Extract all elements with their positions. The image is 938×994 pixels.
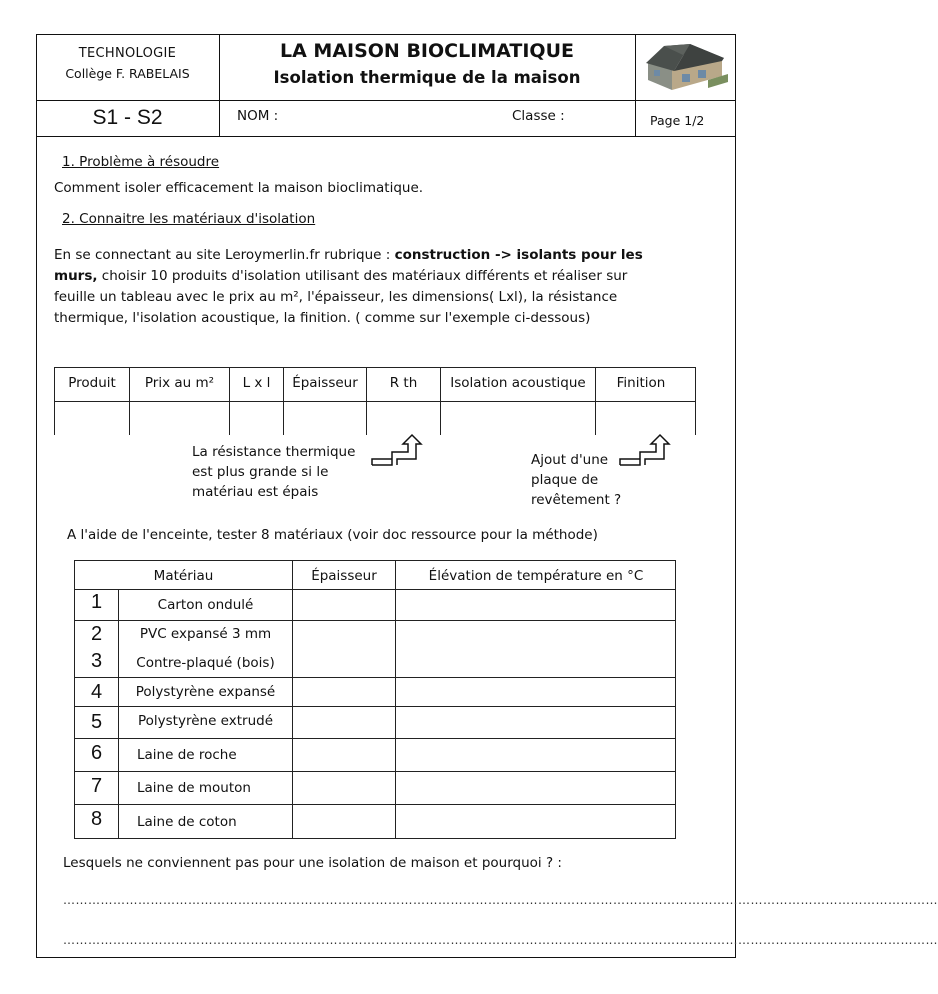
row-material: Carton ondulé [157, 597, 254, 613]
row-material: Polystyrène extrudé [137, 713, 274, 729]
header-divider [36, 100, 736, 101]
row-material: Contre-plaqué (bois) [136, 655, 275, 671]
row-number: 6 [90, 742, 103, 764]
row-number: 8 [90, 808, 103, 830]
row-number: 4 [90, 681, 103, 703]
section2-paragraph [54, 245, 714, 329]
school-block [36, 46, 219, 81]
tt-row-line [74, 771, 676, 772]
header-epaisseur: Épaisseur [292, 375, 358, 391]
tt-row-line [74, 620, 676, 621]
p-line1-b: construction -> isolants pour les [394, 247, 643, 263]
row-number: 3 [90, 650, 103, 672]
header-finition: Finition [616, 375, 666, 391]
row-number: 2 [90, 623, 103, 645]
callout-left [192, 442, 355, 502]
header-vline-right [635, 34, 636, 136]
tt-row-line [74, 677, 676, 678]
tt-row-line [74, 804, 676, 805]
callout-left-line2: est plus grande si le [192, 464, 329, 480]
callout-right-line1: Ajout d'une [531, 452, 609, 468]
callout-right-line3: revêtement ? [531, 492, 622, 508]
tt-row-line [74, 738, 676, 739]
p-line4: thermique, l'isolation acoustique, la finition. ( comme sur l'exemple ci-dessous) [54, 310, 591, 326]
p-line1-a: En se connectant au site Leroymerlin.fr rubrique : [54, 247, 395, 263]
tt-header-elevation: Élévation de température en °C [428, 568, 644, 584]
row-material: Laine de mouton [137, 780, 251, 796]
answer-line-1: ………………………………………………………………………………………………………………………………………………………………………………………… [63, 893, 938, 907]
row-number: 1 [90, 591, 103, 613]
tt-row-line [74, 589, 676, 590]
page-subtitle: Isolation thermique de la maison [273, 68, 581, 87]
callout-right [531, 450, 621, 510]
tt-header-epaisseur: Épaisseur [311, 568, 377, 584]
page-number: Page 1/2 [650, 113, 705, 128]
arrow-up-icon [618, 432, 670, 472]
row-number: 7 [90, 775, 103, 797]
p-line3: feuille un tableau avec le prix au m², l'épaisseur, les dimensions( Lxl), la résistance [54, 289, 618, 305]
products-table-top [54, 367, 695, 368]
section1-heading: 1. Problème à résoudre [62, 154, 220, 170]
arrow-up-icon [370, 432, 422, 472]
row-number: 5 [90, 711, 103, 733]
header-prix: Prix au m² [144, 375, 215, 391]
row-material: PVC expansé 3 mm [139, 626, 272, 642]
school-line1: TECHNOLOGIE [78, 46, 177, 61]
page-title: LA MAISON BIOCLIMATIQUE [279, 40, 574, 62]
header-produit: Produit [68, 375, 116, 391]
header-rth: R th [389, 375, 418, 391]
header-dimensions: L x l [242, 375, 271, 391]
row-material: Laine de roche [137, 747, 237, 763]
answer-line-2: ………………………………………………………………………………………………………………………………………………………………………………………… [63, 933, 938, 947]
p-line2-a: murs, [54, 268, 98, 284]
question-text: Lesquels ne conviennent pas pour une isolation de maison et pourquoi ? : [63, 855, 562, 871]
tt-header-materiau: Matériau [153, 568, 214, 584]
test-intro: A l'aide de l'enceinte, tester 8 matériaux (voir doc ressource pour la méthode) [67, 527, 598, 543]
nom-label: NOM : [237, 108, 279, 124]
school-line2: Collège F. RABELAIS [65, 66, 190, 81]
classe-label: Classe : [512, 108, 565, 124]
callout-left-line1: La résistance thermique [192, 444, 356, 460]
callout-right-line2: plaque de [531, 472, 599, 488]
row-material: Laine de coton [137, 814, 237, 830]
title-block [219, 40, 635, 87]
pt-col-line [695, 367, 696, 435]
callout-left-line3: matériau est épais [192, 484, 319, 500]
level-label: S1 - S2 [92, 106, 163, 129]
section1-text: Comment isoler efficacement la maison bioclimatique. [54, 180, 424, 196]
tt-col-line [395, 560, 396, 839]
header-bottom-divider [36, 136, 736, 137]
p-line2-b: choisir 10 produits d'isolation utilisant des matériaux différents et réaliser sur [97, 268, 628, 284]
tt-col-line [292, 560, 293, 839]
section2-heading: 2. Connaitre les matériaux d'isolation [62, 211, 316, 227]
products-table-mid [54, 401, 695, 402]
header-acoustique: Isolation acoustique [450, 375, 586, 391]
tt-row-line [74, 706, 676, 707]
house-icon [642, 40, 730, 98]
row-material: Polystyrène expansé [135, 684, 276, 700]
